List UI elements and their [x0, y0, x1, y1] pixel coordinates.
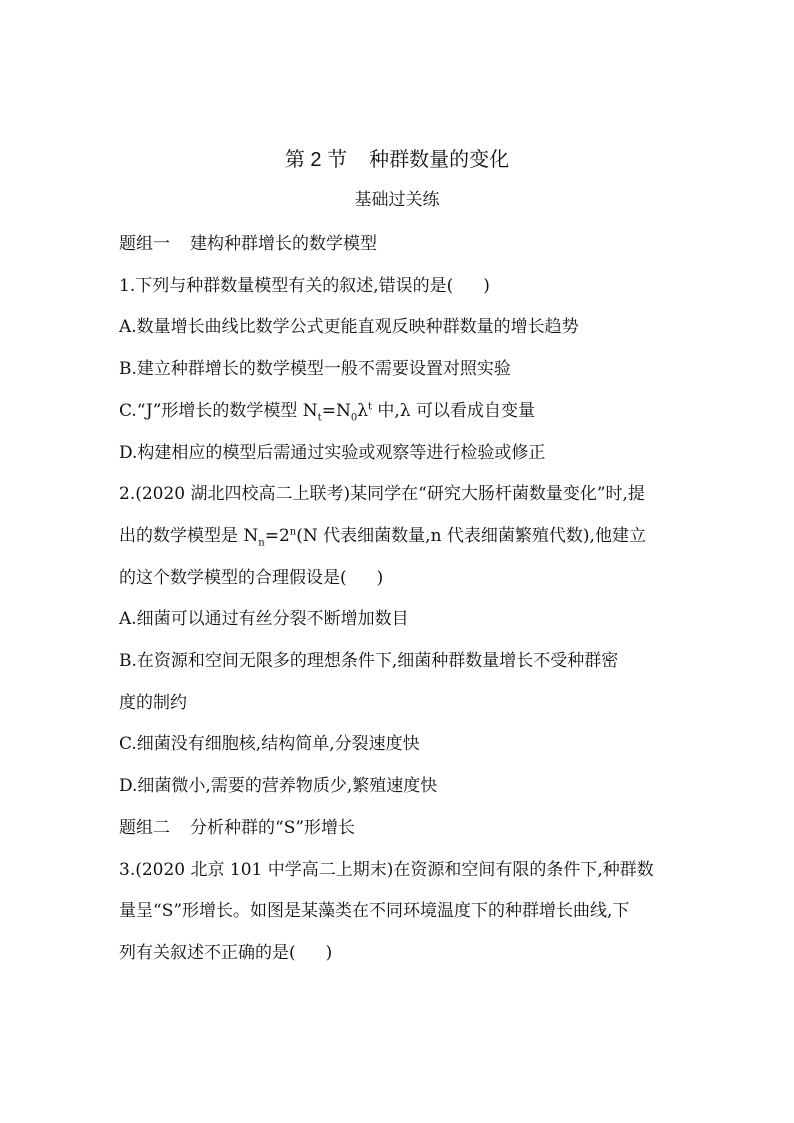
- q2-superscript-n: n: [289, 526, 297, 538]
- option-c-subscript-0: 0: [350, 412, 358, 424]
- question-2-option-b-line-1: B.在资源和空间无限多的理想条件下,细菌种群数量增长不受种群密: [119, 651, 619, 672]
- q2-line2-pre: 出的数学模型是 N: [119, 525, 259, 546]
- option-c-text-pre: C.“J”形增长的数学模型 N: [119, 400, 318, 421]
- q2-subscript-n: n: [258, 537, 265, 549]
- group-one-title: 建构种群增长的数学模型: [190, 234, 377, 254]
- q3-paren-close: ): [325, 942, 333, 963]
- section-title: [0, 146, 794, 173]
- question-1-stem: [119, 266, 679, 308]
- question-1-paren-close: ): [483, 275, 490, 296]
- section-number: 第 2 节: [284, 149, 348, 171]
- q2-line3-text: 的这个数学模型的合理假设是(: [119, 567, 347, 588]
- option-c-lambda: λ: [357, 400, 368, 421]
- question-2-line-1: 2.(2020 湖北四校高二上联考)某同学在“研究大肠杆菌数量变化”时,提: [119, 484, 645, 505]
- question-1-text: 1.下列与种群数量模型有关的叙述,错误的是(: [119, 275, 454, 296]
- q2-line2-mid: =2: [264, 525, 290, 546]
- group-two-heading: [119, 808, 679, 850]
- question-3-line-3: [119, 933, 679, 975]
- question-1-option-d: D.构建相应的模型后需通过实验或观察等进行检验或修正: [119, 442, 546, 463]
- option-c-subscript-t: t: [317, 412, 322, 424]
- group-two-title: 分析种群的“S”形增长: [190, 817, 356, 838]
- section-title-text: 种群数量的变化: [369, 147, 510, 171]
- question-2-line-2: [119, 516, 679, 558]
- group-one-label: 题组一: [119, 234, 170, 254]
- group-two-label: 题组二: [119, 817, 170, 838]
- practice-subtitle: 基础过关练: [354, 190, 440, 210]
- question-2-option-a: A.细菌可以通过有丝分裂不断增加数目: [119, 609, 409, 630]
- question-2-line-3: [119, 558, 679, 600]
- question-content: [119, 224, 679, 975]
- q3-line3-text: 列有关叙述不正确的是(: [119, 942, 296, 963]
- q2-line2-post: (N 代表细菌数量,n 代表细菌繁殖代数),他建立: [296, 525, 646, 546]
- question-1-option-a: A.数量增长曲线比数学公式更能直观反映种群数量的增长趋势: [119, 317, 579, 338]
- question-2-option-d: D.细菌微小,需要的营养物质少,繁殖速度快: [119, 776, 438, 797]
- option-c-text-post: 中,λ 可以看成自变量: [372, 400, 536, 421]
- q2-paren-close: ): [376, 567, 384, 588]
- question-2-option-b-line-2: 度的制约: [119, 692, 187, 713]
- option-c-superscript-t: t: [367, 401, 373, 413]
- question-2-option-c: C.细菌没有细胞核,结构简单,分裂速度快: [119, 734, 420, 755]
- question-1-option-b: B.建立种群增长的数学模型一般不需要设置对照实验: [119, 359, 511, 380]
- group-one-heading: [119, 224, 679, 266]
- question-3-line-1: 3.(2020 北京 101 中学高二上期末)在资源和空间有限的条件下,种群数: [119, 859, 654, 880]
- question-3-line-2: 量呈“S”形增长。如图是某藻类在不同环境温度下的种群增长曲线,下: [119, 901, 630, 922]
- question-1-option-c: [119, 391, 679, 433]
- option-c-text-mid: =N: [321, 400, 351, 421]
